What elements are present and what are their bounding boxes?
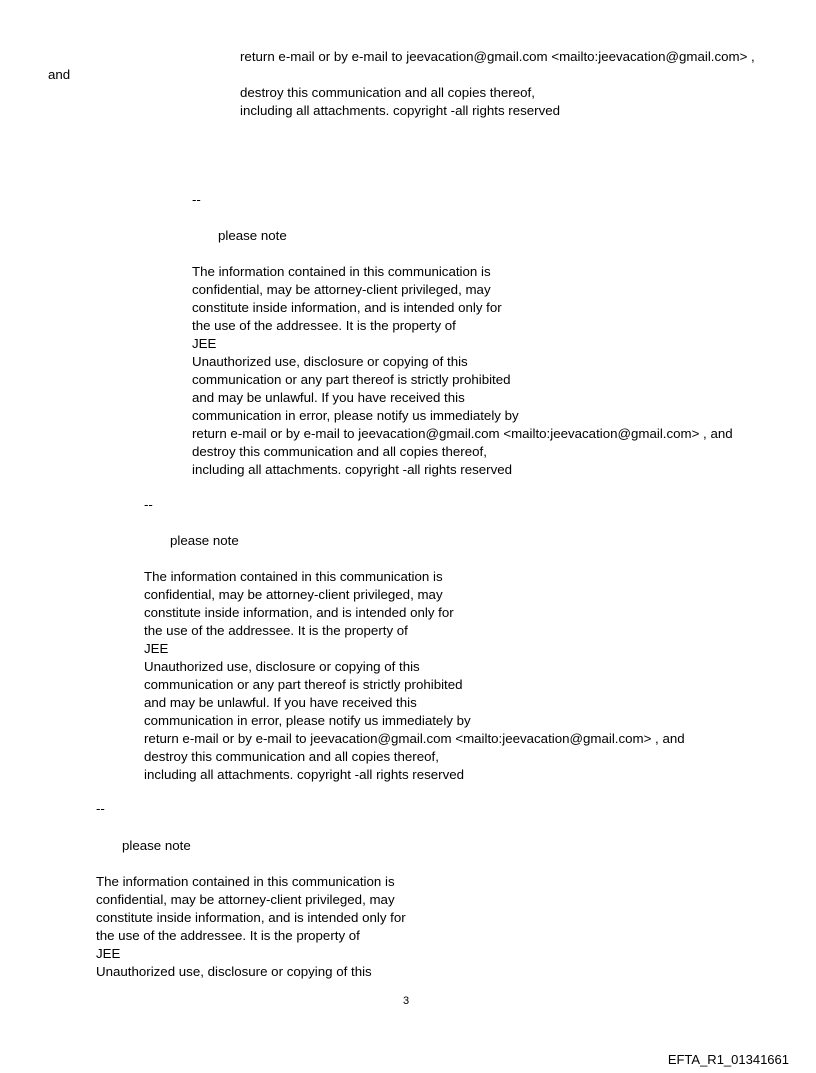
disclaimer-line: constitute inside information, and is intended only for	[144, 605, 454, 620]
disclaimer-line: the use of the addressee. It is the property of	[96, 928, 360, 943]
disclaimer-line: Unauthorized use, disclosure or copying of this	[96, 964, 372, 979]
disclaimer-line: JEE	[144, 641, 169, 656]
disclaimer-line: communication or any part thereof is strictly prohibited	[192, 372, 511, 387]
disclaimer-line: JEE	[192, 336, 217, 351]
disclaimer-line: communication or any part thereof is strictly prohibited	[144, 677, 463, 692]
disclaimer-line: return e-mail or by e-mail to jeevacation@gmail.com <mailto:jeevacation@gmail.com> , and	[144, 731, 685, 746]
disclaimer-line: including all attachments. copyright -all rights reserved	[144, 767, 465, 782]
disclaimer-line: and may be unlawful. If you have received this	[192, 390, 465, 405]
document-id: EFTA_R1_01341661	[667, 1052, 789, 1067]
please-note-2: please note	[170, 533, 239, 548]
disclaimer-line: Unauthorized use, disclosure or copying of this	[144, 659, 420, 674]
top-line-and: and	[48, 67, 71, 82]
disclaimer-line: the use of the addressee. It is the property of	[144, 623, 408, 638]
page-number: 3	[403, 995, 410, 1007]
disclaimer-line: the use of the addressee. It is the property of	[192, 318, 456, 333]
disclaimer-line: communication in error, please notify us immediately by	[144, 713, 471, 728]
disclaimer-line: The information contained in this communication is	[96, 874, 395, 889]
disclaimer-line: confidential, may be attorney-client privileged, may	[96, 892, 395, 907]
disclaimer-line: The information contained in this communication is	[144, 569, 443, 584]
disclaimer-line: return e-mail or by e-mail to jeevacation@gmail.com <mailto:jeevacation@gmail.com> , and	[192, 426, 733, 441]
disclaimer-block-2	[144, 568, 685, 784]
disclaimer-line: constitute inside information, and is intended only for	[96, 910, 406, 925]
disclaimer-line: and may be unlawful. If you have received this	[144, 695, 417, 710]
separator-1: --	[192, 192, 201, 207]
disclaimer-line: constitute inside information, and is intended only for	[192, 300, 502, 315]
top-line-3: including all attachments. copyright -all rights reserved	[240, 103, 561, 118]
disclaimer-block-1	[192, 263, 733, 479]
separator-3: --	[96, 801, 105, 816]
disclaimer-line: confidential, may be attorney-client privileged, may	[144, 587, 443, 602]
disclaimer-line: JEE	[96, 946, 121, 961]
top-line-1: return e-mail or by e-mail to jeevacation@gmail.com <mailto:jeevacation@gmail.com> ,	[240, 49, 755, 64]
disclaimer-line: Unauthorized use, disclosure or copying of this	[192, 354, 468, 369]
disclaimer-line: destroy this communication and all copies thereof,	[192, 444, 487, 459]
disclaimer-line: confidential, may be attorney-client privileged, may	[192, 282, 491, 297]
separator-2: --	[144, 497, 153, 512]
top-line-2: destroy this communication and all copies thereof,	[240, 85, 535, 100]
disclaimer-line: communication in error, please notify us immediately by	[192, 408, 519, 423]
disclaimer-line: The information contained in this communication is	[192, 264, 491, 279]
disclaimer-block-3	[96, 873, 406, 981]
please-note-3: please note	[122, 838, 191, 853]
disclaimer-line: destroy this communication and all copies thereof,	[144, 749, 439, 764]
disclaimer-line: including all attachments. copyright -all rights reserved	[192, 462, 513, 477]
please-note-1: please note	[218, 228, 287, 243]
